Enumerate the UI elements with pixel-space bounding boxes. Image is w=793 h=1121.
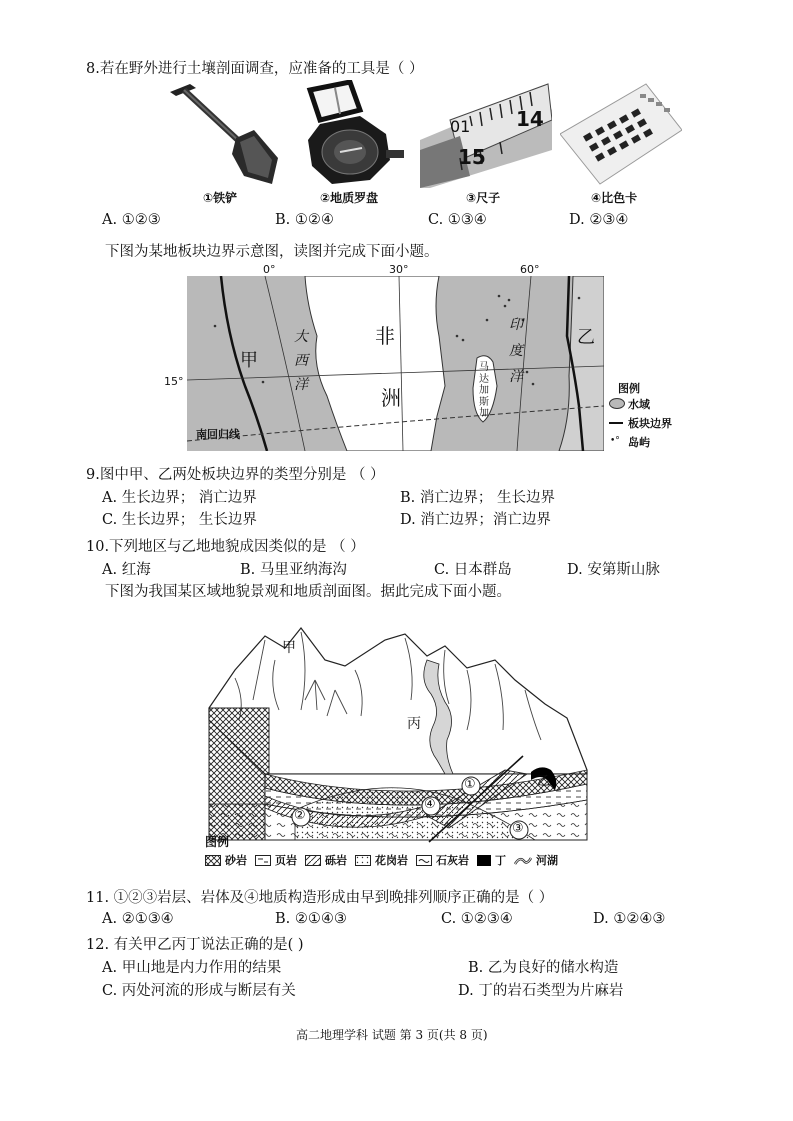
q9-option-b[interactable]: B. 消亡边界； 生长边界: [400, 490, 555, 506]
q12-option-c[interactable]: C. 丙处河流的形成与断层有关: [102, 983, 296, 999]
river-swatch: [514, 855, 532, 866]
tool-caption-2: ②地质罗盘: [320, 191, 379, 205]
shovel-image: [160, 80, 290, 188]
map-label-madagascar: 马 达 加 斯 加: [479, 362, 489, 419]
geo-label-2: ②: [294, 808, 306, 823]
q8-option-d[interactable]: D. ②③④: [569, 212, 629, 228]
legend-ding: 丁: [495, 854, 506, 867]
map-label-yi: 乙: [577, 327, 595, 348]
geo-legend-title: 图例: [205, 835, 230, 849]
legend-water-swatch: [609, 398, 625, 409]
tool-caption-1: ①铁铲: [203, 191, 238, 205]
q11-option-d[interactable]: D. ①②④③: [593, 911, 666, 927]
map-label-indian-ocean: 印 度 洋: [509, 317, 523, 385]
geo-label-4: ④: [424, 797, 436, 812]
legend-river: 河湖: [536, 854, 558, 867]
q11-stem: 11. ①②③岩层、岩体及④地质构造形成由早到晚排列顺序正确的是（ ）: [86, 890, 554, 906]
q9-option-d[interactable]: D. 消亡边界；消亡边界: [400, 512, 551, 528]
lat-label-15: 15°: [164, 375, 184, 388]
q12-option-d[interactable]: D. 丁的岩石类型为片麻岩: [458, 983, 624, 999]
map-label-atlantic: 大 西 洋: [294, 329, 308, 393]
q9-option-a[interactable]: A. 生长边界； 消亡边界: [102, 490, 257, 506]
q9-option-c[interactable]: C. 生长边界； 生长边界: [102, 512, 257, 528]
conglomerate-swatch: [305, 855, 321, 866]
lon-label-60: 60°: [520, 263, 540, 276]
q11-option-b[interactable]: B. ②①④③: [275, 911, 347, 927]
limestone-swatch: [416, 855, 432, 866]
ruler-image: [420, 80, 552, 188]
lon-label-0: 0°: [263, 263, 276, 276]
q12-option-a[interactable]: A. 甲山地是内力作用的结果: [102, 960, 282, 976]
compass-image: [290, 80, 408, 188]
lon-label-30: 30°: [389, 263, 409, 276]
svg-text:15: 15: [458, 145, 486, 169]
map-legend-boundary: 板块边界: [628, 417, 672, 430]
tropic-label: 南回归线: [196, 428, 240, 441]
q10-stem: 10.下列地区与乙地地貌成因类似的是 （ ）: [86, 539, 365, 555]
legend-conglomerate: 砾岩: [325, 854, 347, 867]
geo-label-bing: 丙: [407, 716, 421, 732]
q10-option-a[interactable]: A. 红海: [102, 562, 151, 578]
granite-swatch: [355, 855, 371, 866]
map-legend-island: 岛屿: [628, 436, 650, 449]
sandstone-swatch: [205, 855, 221, 866]
q10-option-b[interactable]: B. 马里亚纳海沟: [240, 562, 347, 578]
geo-label-3: ③: [512, 821, 524, 836]
legend-sandstone: 砂岩: [225, 854, 247, 867]
intro-geology: 下图为我国某区域地貌景观和地质剖面图。据此完成下面小题。: [105, 584, 511, 600]
q8-option-b[interactable]: B. ①②④: [275, 212, 334, 228]
geology-block-diagram: [205, 620, 590, 850]
map-label-jia: 甲: [240, 350, 258, 371]
ding-swatch: [477, 855, 491, 866]
geo-label-yi: 乙: [537, 774, 551, 789]
svg-text:14: 14: [516, 107, 544, 131]
legend-shale: 页岩: [275, 854, 297, 867]
q8-stem: 8.若在野外进行土壤剖面调查，应准备的工具是（ ）: [86, 61, 424, 77]
q9-stem: 9.图中甲、乙两处板块边界的类型分别是 （ ）: [86, 467, 385, 483]
geo-label-jia: 甲: [282, 640, 296, 656]
map-legend-title: 图例: [618, 382, 640, 395]
legend-limestone: 石灰岩: [436, 854, 469, 867]
map-label-africa-1: 非: [375, 324, 395, 348]
q8-option-a[interactable]: A. ①②③: [102, 212, 161, 228]
tool-caption-4: ④比色卡: [591, 191, 638, 205]
q12-option-b[interactable]: B. 乙为良好的储水构造: [468, 960, 619, 976]
q11-option-a[interactable]: A. ②①③④: [102, 911, 174, 927]
geo-label-1: ①: [464, 777, 476, 792]
q10-option-d[interactable]: D. 安第斯山脉: [567, 562, 660, 578]
map-legend-water: 水域: [628, 398, 650, 411]
tool-caption-3: ③尺子: [466, 191, 501, 205]
q10-option-c[interactable]: C. 日本群岛: [434, 562, 512, 578]
q11-option-c[interactable]: C. ①②③④: [441, 911, 513, 927]
page-footer: 高二地理学科 试题 第 3 页(共 8 页): [296, 1028, 488, 1042]
legend-boundary-swatch: [609, 422, 623, 424]
map-label-africa-2: 洲: [381, 386, 401, 410]
legend-island-swatch: •°: [610, 436, 620, 446]
color-chart-image: [560, 80, 682, 188]
svg-text:01: 01: [450, 117, 471, 136]
q12-stem: 12. 有关甲乙丙丁说法正确的是( ): [86, 937, 304, 953]
shale-swatch: [255, 855, 271, 866]
q8-option-c[interactable]: C. ①③④: [428, 212, 487, 228]
intro-plate-map: 下图为某地板块边界示意图，读图并完成下面小题。: [105, 244, 439, 260]
legend-granite: 花岗岩: [375, 854, 408, 867]
geo-legend: [205, 852, 558, 868]
